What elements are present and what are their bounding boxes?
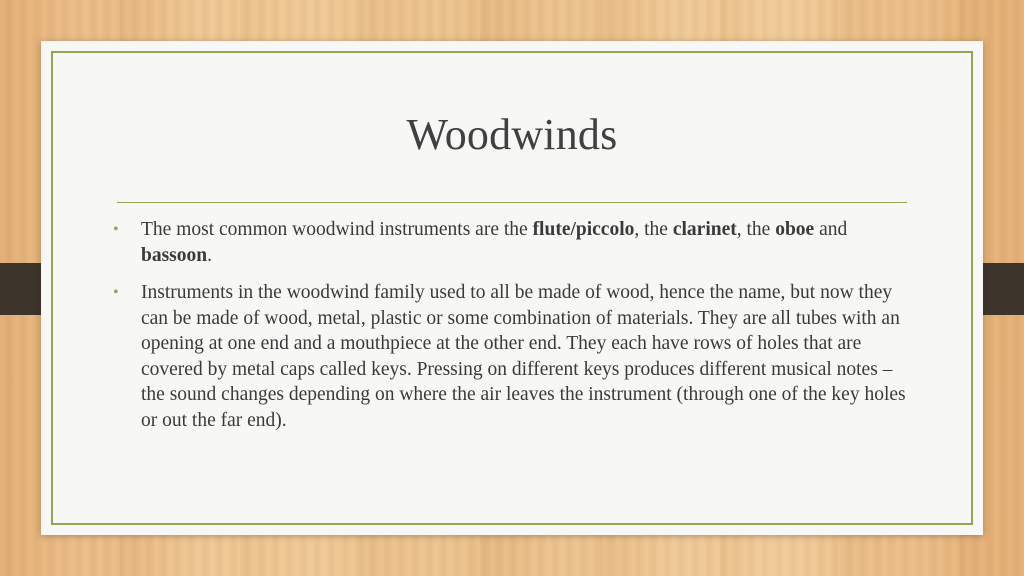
text-segment: The most common woodwind instruments are the	[141, 219, 533, 240]
text-segment: .	[207, 244, 212, 266]
text-segment: , the	[634, 219, 673, 240]
term-clarinet: clarinet	[672, 219, 737, 240]
bullet-item-instruments	[113, 217, 913, 268]
term-flute-piccolo: flute/piccolo	[532, 219, 635, 240]
bullet-text	[141, 219, 847, 266]
bullet-icon	[113, 280, 119, 306]
text-segment: and	[814, 219, 848, 240]
slide-title: Woodwinds	[406, 110, 618, 159]
bullet-icon	[113, 217, 119, 243]
bullet-list	[113, 217, 913, 445]
text-segment: , the	[736, 219, 776, 240]
bullet-text: Instruments in the woodwind family used to all be made of wood, hence the name, but now they can be made of wood, metal, plastic or some combination of materials. They are all tubes with an opening at one end and a mouthpiece at the other end. They each have rows of holes that are covered by metal caps called keys. Pressing on different keys produces different musical notes – the sound changes depending on where the air leaves the instrument (through one of the key holes or out the far end).	[141, 282, 906, 431]
bullet-item-description	[113, 280, 913, 433]
term-oboe: oboe	[775, 219, 815, 240]
term-bassoon: bassoon	[141, 244, 208, 266]
title-divider	[117, 202, 907, 203]
slide-card	[41, 41, 983, 535]
